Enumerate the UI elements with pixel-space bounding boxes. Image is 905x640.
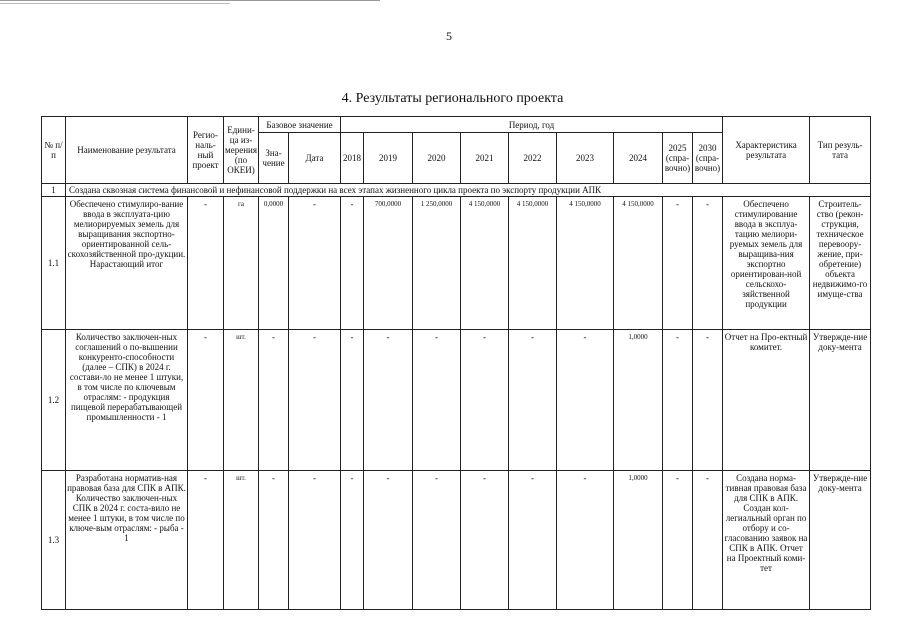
header-year: 2023 xyxy=(557,133,614,184)
section-num: 1 xyxy=(42,184,66,197)
row-regional: - xyxy=(188,330,224,471)
row-value: - xyxy=(509,330,557,471)
row-base-date: - xyxy=(289,197,341,330)
scan-edge-line xyxy=(0,3,230,4)
row-value: 1,0000 xyxy=(614,471,663,610)
row-value: - xyxy=(413,330,461,471)
table-row xyxy=(42,330,871,471)
header-base: Базовое значение xyxy=(259,117,341,133)
row-value: - xyxy=(557,330,614,471)
row-characteristic: Отчет на Про-ектный комитет. xyxy=(723,330,810,471)
row-type: Строитель-ство (рекон-струкция, техническое перевоору-жение, при-обретение) объекта недвижимо-го имуще-ства xyxy=(810,197,871,330)
row-name: Обеспечено стимулиро-вание ввода в эксплуата-цию мелиорируемых земель для выращивания экспортно-ориентированной сель-скохозяйственной про-дукции. Нарастающий итог xyxy=(66,197,188,330)
header-year: 2021 xyxy=(461,133,509,184)
row-value: - xyxy=(461,471,509,610)
header-type: Тип резуль-тата xyxy=(810,117,871,184)
row-base-value: - xyxy=(259,330,289,471)
row-value: - xyxy=(663,471,693,610)
row-unit: шт. xyxy=(224,471,259,610)
row-base-date: - xyxy=(289,330,341,471)
row-num: 1.3 xyxy=(42,471,66,610)
header-num: № п/п xyxy=(42,117,66,184)
row-value: 1,0000 xyxy=(614,330,663,471)
header-regional: Регио-наль-ный проект xyxy=(188,117,224,184)
row-value: 4 150,0000 xyxy=(509,197,557,330)
header-period: Период, год xyxy=(341,117,723,133)
row-value: - xyxy=(364,330,413,471)
row-base-value: 0,0000 xyxy=(259,197,289,330)
row-unit: га xyxy=(224,197,259,330)
results-table xyxy=(41,116,871,610)
section-title: Создана сквозная система финансовой и нефинансовой поддержки на всех этапах жизненного цикла проекта по экспорту продукции АПК xyxy=(66,184,871,197)
header-year: 2022 xyxy=(509,133,557,184)
row-characteristic: Создана норма-тивная правовая база для СПК в АПК. Создан кол-легиальный орган по отбору и со-гласованию заявок на СПК в АПК. Отчет на Проектный коми-тет xyxy=(723,471,810,610)
header-characteristic: Характеристика результата xyxy=(723,117,810,184)
row-value: - xyxy=(663,197,693,330)
row-num: 1.1 xyxy=(42,197,66,330)
row-value: - xyxy=(341,330,364,471)
row-type: Утвержде-ние доку-мента xyxy=(810,330,871,471)
row-value: - xyxy=(364,471,413,610)
row-name: Количество заключен-ных соглашений о по-вышении конкуренто-способности (далее – СПК) в 2024 г. состави-ло не менее 1 штуки, в том числе по ключевым отраслям: - продукция пищевой перерабатывающей промышленности - 1 xyxy=(66,330,188,471)
row-value: 1 250,0000 xyxy=(413,197,461,330)
row-type: Утвержде-ние доку-мента xyxy=(810,471,871,610)
row-value: - xyxy=(663,330,693,471)
row-value: - xyxy=(693,471,723,610)
row-value: - xyxy=(341,197,364,330)
row-value: - xyxy=(413,471,461,610)
scan-edge-line xyxy=(0,0,380,1)
header-year: 2020 xyxy=(413,133,461,184)
page-number: 5 xyxy=(446,29,452,43)
table-row xyxy=(42,471,871,610)
row-value: 700,0000 xyxy=(364,197,413,330)
page-title: 4. Результаты регионального проекта xyxy=(341,91,564,106)
row-value: 4 150,0000 xyxy=(461,197,509,330)
row-regional: - xyxy=(188,197,224,330)
table-row xyxy=(42,197,871,330)
row-value: - xyxy=(557,471,614,610)
header-year: 2024 xyxy=(614,133,663,184)
row-value: - xyxy=(341,471,364,610)
row-unit: шт. xyxy=(224,330,259,471)
row-value: 4 150,0000 xyxy=(614,197,663,330)
row-value: - xyxy=(693,330,723,471)
header-unit: Едини-ца из-мерения (по ОКЕИ) xyxy=(224,117,259,184)
header-year: 2030 (спра-вочно) xyxy=(693,133,723,184)
row-regional: - xyxy=(188,471,224,610)
row-characteristic: Обеспечено стимулирование ввода в эксплуа-тацию мелиори-руемых земель для выращива-ния экспортно ориентирован-ной сельскохо-зяйственной продукции xyxy=(723,197,810,330)
header-base-value: Зна-чение xyxy=(259,133,289,184)
header-name: Наименование результата xyxy=(66,117,188,184)
row-num: 1.2 xyxy=(42,330,66,471)
row-value: - xyxy=(693,197,723,330)
header-year: 2025 (спра-вочно) xyxy=(663,133,693,184)
header-year: 2019 xyxy=(364,133,413,184)
row-value: - xyxy=(509,471,557,610)
row-base-value: - xyxy=(259,471,289,610)
row-base-date: - xyxy=(289,471,341,610)
header-base-date: Дата xyxy=(289,133,341,184)
row-name: Разработана норматив-ная правовая база для СПК в АПК. Количество заключен-ных СПК в 2024 г. соста-вило не менее 1 штуки, в том числе по ключе-вым отраслям: - рыба - 1 xyxy=(66,471,188,610)
row-value: - xyxy=(461,330,509,471)
row-value: 4 150,0000 xyxy=(557,197,614,330)
header-year: 2018 xyxy=(341,133,364,184)
